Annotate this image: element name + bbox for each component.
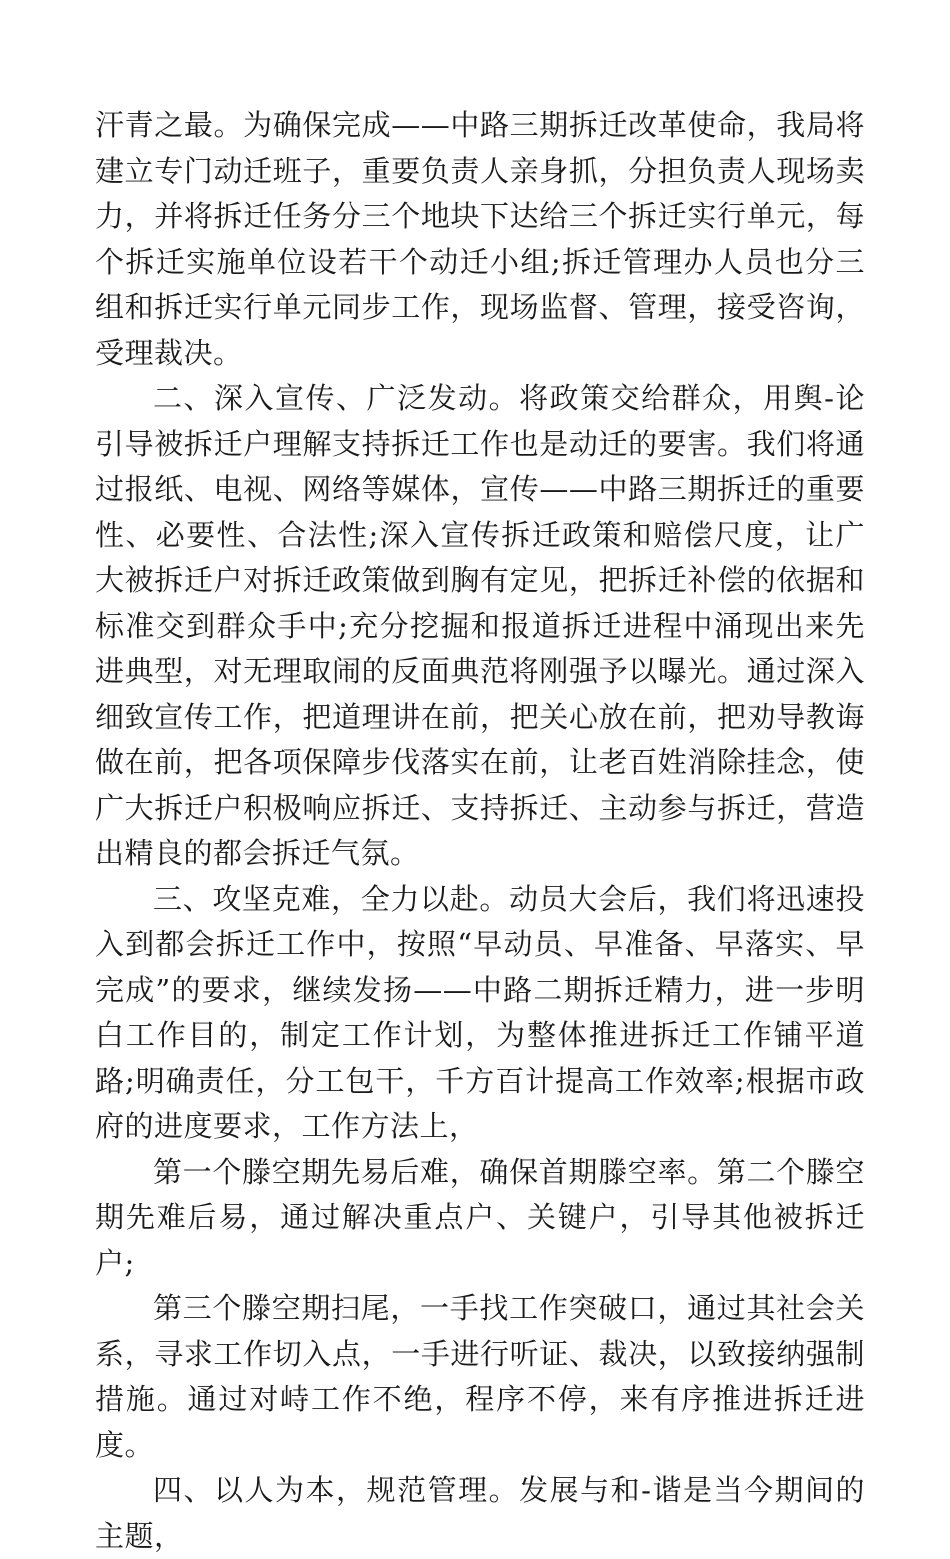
paragraph-section-two: 二、深入宣传、广泛发动。将政策交给群众，用舆-论引导被拆迁户理解支持拆迁工作也是动迁的要害。我们将通过报纸、电视、网络等媒体，宣传——中路三期拆迁的重要性、必要性、合法性;深入宣传拆迁政策和赔偿尺度，让广大被拆迁户对拆迁政策做到胸有定见，把拆迁补偿的依据和标准交到群众手中;充分挖掘和报道拆迁进程中涌现出来先进典型，对无理取闹的反面典范将刚强予以曝光。通过深入细致宣传工作，把道理讲在前，把关心放在前，把劝导教诲做在前，把各项保障步伐落实在前，让老百姓消除挂念，使广大拆迁户积极响应拆迁、支持拆迁、主动参与拆迁，营造出精良的都会拆迁气氛。 <box>95 381 865 870</box>
paragraph-section-three: 三、攻坚克难，全力以赴。动员大会后，我们将迅速投入到都会拆迁工作中，按照“早动员、早准备、早落实、早完成”的要求，继续发扬——中路二期拆迁精力，进一步明白工作目的，制定工作计划，为整体推进拆迁工作铺平道路;明确责任，分工包干，千方百计提高工作效率;根据市政府的进度要求，工作方法上， <box>95 881 865 1143</box>
paragraph-section-four: 四、以人为本，规范管理。发展与和-谐是当今期间的主题， <box>95 1473 865 1553</box>
paragraph-first-period: 第一个滕空期先易后难，确保首期滕空率。第二个滕空期先难后易，通过解决重点户、关键户，引导其他被拆迁户; <box>95 1154 865 1280</box>
document-body <box>95 103 865 1559</box>
paragraph-continuation: 汗青之最。为确保完成——中路三期拆迁改革使命，我局将建立专门动迁班子，重要负责人亲身抓，分担负责人现场卖力，并将拆迁任务分三个地块下达给三个拆迁实行单元，每个拆迁实施单位设若干个动迁小组;拆迁管理办人员也分三组和拆迁实行单元同步工作，现场监督、管理，接受咨询，受理裁决。 <box>95 108 865 370</box>
paragraph-third-period: 第三个滕空期扫尾，一手找工作突破口，通过其社会关系，寻求工作切入点，一手进行听证、裁决，以致接纳强制措施。通过对峙工作不绝，程序不停，来有序推进拆迁进度。 <box>95 1291 865 1462</box>
